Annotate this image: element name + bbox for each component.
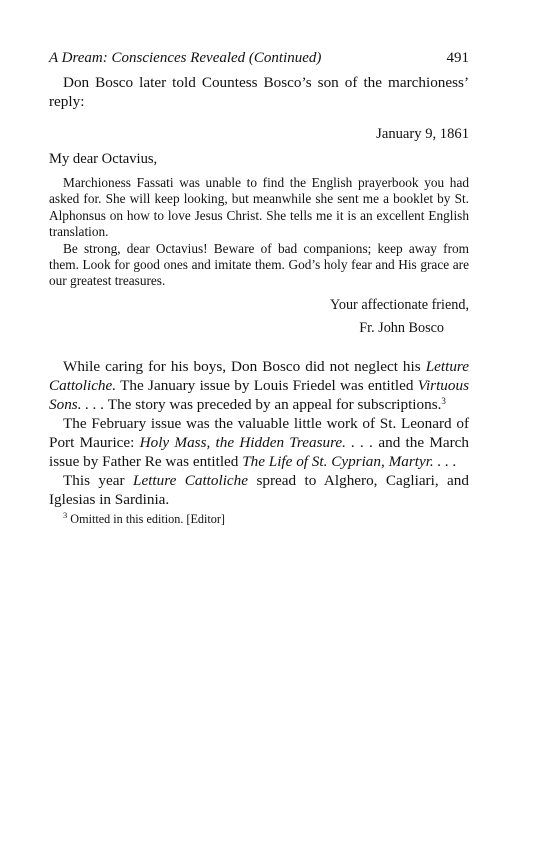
letter-salutation: My dear Octavius, [49, 151, 158, 167]
letter-signature: Fr. John Bosco [359, 319, 444, 336]
italic-run: Holy Mass, the Hidden Treasure. . . . [139, 433, 374, 451]
text-run: The February issue was the valuable little work of St. Leonard of Port Maurice: [49, 414, 469, 451]
italic-run: Letture Cattoliche [133, 471, 249, 489]
letter-body [49, 175, 469, 290]
text-run: and the March issue by Father Re was entitled [49, 433, 469, 470]
letter-closing: Your affectionate friend, [330, 296, 469, 313]
letter-paragraph: Be strong, dear Octavius! Beware of bad companions; keep away from them. Look for good ones and imitate them. God’s holy fear and His grace are our greatest treasures. [49, 240, 469, 289]
footnote-marker: 3 [63, 509, 68, 520]
body-paragraph [49, 357, 469, 414]
text-run: The story was preceded by an appeal for subscriptions. [104, 395, 442, 413]
footnote-text: Omitted in this edition. [Editor] [67, 511, 225, 526]
body-paragraph [49, 471, 469, 509]
page-number: 491 [446, 50, 469, 66]
running-header [49, 50, 469, 70]
text-run: While caring for his boys, Don Bosco did not neglect his [63, 357, 426, 375]
text-run: The January issue by Louis Friedel was entitled [116, 376, 418, 394]
intro-paragraph: Don Bosco later told Countess Bosco’s son of the marchioness’ reply: [49, 74, 469, 110]
text-run: This year [63, 471, 133, 489]
body-paragraph [49, 414, 469, 471]
italic-run: The Life of St. Cyprian, Martyr. . . . [242, 452, 457, 470]
chapter-title: A Dream: Consciences Revealed (Continued) [49, 50, 322, 66]
letter-paragraph: Marchioness Fassati was unable to find the English prayerbook you had asked for. She will keep looking, but meanwhile she sent me a booklet by St. Alphonsus on how to love Jesus Christ. She tells me it is an excellent English translation. [49, 175, 469, 240]
footnote-ref: 3 [441, 395, 446, 406]
text-run: spread to Alghero, Cagliari, and Iglesias in Sardinia. [49, 471, 469, 508]
italic-run: Letture Cattoliche. [49, 357, 469, 394]
footnote [49, 509, 469, 527]
italic-run: Virtuous Sons. . . . [49, 376, 469, 413]
letter-date: January 9, 1861 [376, 126, 469, 142]
book-page [49, 50, 469, 527]
